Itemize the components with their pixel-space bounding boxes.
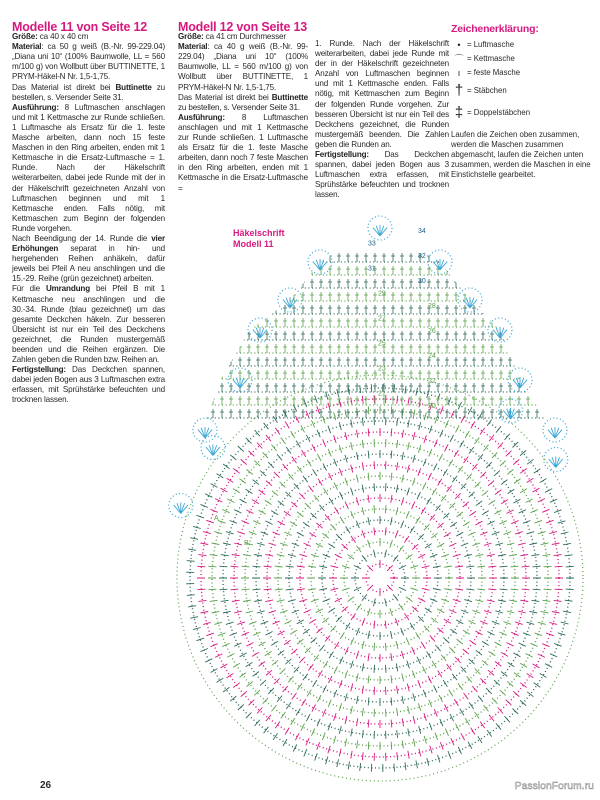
row-stitches — [148, 370, 600, 379]
exec-text: 8 Luftmaschen anschlagen und mit 1 Kettmasche zur Runde schließen. 1 Luftmasche als Ersatz für die 1. feste Masche arbeiten, dann noch 7 feste Maschen in den Ring arbeiten, enden mit 1 Kettmasche in die Ersatz-Luftmasche = — [178, 112, 308, 193]
row-stitches — [148, 383, 600, 392]
double-crochet-icon: † — [454, 82, 464, 99]
legend-item — [451, 102, 596, 124]
fan-stitches — [503, 408, 517, 419]
stitch-marks — [307, 505, 453, 651]
fan-stitches — [198, 427, 212, 438]
legend-label: = Kettmasche — [467, 54, 515, 63]
row-number: 24 — [428, 353, 436, 360]
legend-label: = Luftmasche — [467, 40, 515, 49]
model11-instructions — [12, 22, 165, 406]
border-text: Für die — [12, 284, 46, 294]
row-number: 31 — [368, 265, 376, 273]
row-number: 28 — [428, 303, 436, 310]
fan-stitches — [513, 377, 527, 388]
row-number: 32 — [418, 253, 426, 260]
stitch-marks — [197, 395, 563, 761]
row-number: 33 — [368, 240, 376, 248]
row-stitches — [148, 357, 600, 366]
legend-label: = Doppelstäbchen — [467, 108, 531, 117]
row-stitches — [148, 344, 600, 353]
diagram-body — [148, 253, 600, 772]
row-number: 29 — [378, 290, 386, 298]
stitch-marks — [362, 560, 398, 596]
row-number: 34 — [418, 228, 426, 235]
legend-title: Zeichenerklärung: — [451, 23, 539, 35]
symbol-legend — [451, 24, 596, 188]
row-stitches — [148, 292, 600, 301]
border-label: Umrandung — [45, 284, 91, 294]
fan-stitches — [373, 225, 387, 236]
exec-label: Ausführung: — [178, 112, 225, 122]
size-value: ca 40 x 40 cm — [37, 32, 89, 42]
fan-stitches — [174, 503, 188, 514]
stitch-marks — [351, 550, 409, 607]
size-label: Größe: — [12, 32, 38, 42]
size-label: Größe: — [178, 32, 204, 42]
diagram-label — [233, 228, 285, 250]
single-crochet-icon: ı — [457, 68, 461, 78]
treble-crochet-icon: ‡ — [454, 104, 464, 121]
row-stitches — [148, 305, 600, 314]
incr-label: vier Erhöhungen — [12, 233, 165, 254]
row-number: 20 — [428, 403, 436, 410]
row-stitches — [148, 253, 600, 262]
row-stitches — [148, 331, 600, 340]
order-text: Das Material ist direkt bei — [12, 82, 116, 92]
row-number: B — [244, 540, 249, 547]
watermark: PassionForum.ru — [514, 781, 594, 792]
row-number: 23 — [378, 365, 386, 373]
model12-title: Modell 12 von Seite 13 — [178, 20, 307, 34]
exec-text-cont: 1. Runde. Nach der Häkelschrift weiterarbeiten, dabei jede Runde mit der in der Häkelschrift gezeichneten Anzahl von Luftmaschen beginnen und mit 1 Kettmasche enden. Falls nötig, mit Kettmaschen zum Beginn der folgenden Runde vorgehen. Zur besseren Übersicht ist nur ein Teil des Deckchens gezeichnet, die Runden mustergemäß beenden. Die Zahlen geben die Runden an. — [315, 39, 449, 149]
fan-stitches — [253, 327, 267, 338]
legend-note: Laufen die Zeichen oben zusammen, werden die Maschen zusammen abgemascht, laufen die Zeichen unten zusammen, werden die Maschen in eine Einstichstelle gearbeitet. — [451, 130, 591, 179]
legend-item — [451, 80, 596, 102]
finish-label: Fertigstellung: — [12, 365, 66, 375]
finish-label: Fertigstellung: — [315, 150, 369, 160]
model11-title: Modelle 11 von Seite 12 — [12, 20, 148, 34]
brand: Buttinette — [271, 92, 308, 102]
slip-stitch-icon: ⌒ — [454, 54, 464, 64]
order-text: zu bestellen, s. Versender Seite 31. — [12, 82, 165, 102]
fan-stitches — [313, 259, 327, 270]
incr-text: separat in hin- und hergehenden Reihen anhäkeln, dafür jeweils bei Pfeil A neu anschlingen und die 15.-29. Reihe (grün gezeichnet) arbeiten. — [12, 244, 165, 284]
brand: Buttinette — [115, 82, 152, 92]
stitch-round — [289, 487, 471, 669]
diagram-label-line1: Häkelschrift — [233, 228, 285, 238]
page-number: 26 — [40, 780, 52, 791]
row-number: 25 — [378, 340, 386, 348]
row-stitches — [148, 279, 600, 288]
row-number: 27 — [378, 315, 386, 323]
finish-text: Das Deckchen spannen, dabei jeden Bogen aus 3 Luftmaschen extra erfassen, mit Sprühstärke befeuchten und trocknen lassen. — [315, 150, 449, 200]
exec-label: Ausführung: — [12, 102, 59, 112]
stitch-marks — [274, 472, 486, 684]
legend-item — [451, 38, 596, 52]
material-label: Material — [12, 42, 42, 52]
diagram-label-line2: Modell 11 — [233, 239, 274, 249]
row-number: 22 — [428, 378, 436, 385]
row-stitches — [148, 315, 600, 327]
fan-stitches — [548, 427, 562, 438]
material-text: : ca 40 g weiß (B.-Nr. 99-229.04) „Diana uni 10“ (100% Baumwolle, LL = 560 m/100 g) von Wollbutt über BUTTINETTE, 1 PRYM-Häkel-N Nr. 1,5-1,75. — [178, 42, 308, 92]
fan-stitches — [433, 259, 447, 270]
row-number: 21 — [378, 390, 386, 398]
stitch-marks — [241, 439, 519, 717]
chain-stitch-icon: • — [457, 40, 461, 50]
legend-item — [451, 52, 596, 66]
exec-text: 8 Luftmaschen anschlagen und mit 1 Kettmasche zur Runde schließen. 1 Luftmasche als Ersatz für die 1. feste Masche arbeiten, dann noch 15 feste Maschen in den Ring arbeiten, enden mit 1 Kettmasche in die Ersatz-Luftmasche = 1. Runde. Nach der Häkelschrift weiterarbeiten, dabei jede Runde mit der in der Häkelschrift gezeichneten Anzahl von Luftmaschen beginnen und mit 1 Kettmasche enden. Falls nötig, mit Kettmaschen zum Beginn der folgenden Runde vorgehen. — [12, 102, 165, 233]
stitch-round — [256, 454, 504, 702]
border-text: bei Pfeil B mit 1 Kettmasche neu anschlingen und die 30.-34. Runde (blau gezeichnet) um das gesamte Deckchen häkeln. Zur besseren Übersicht ist nur ein Teil des Deckchens gezeichnet, die Runden mustergemäß beenden und die Reihen ergänzen. Die Zahlen geben die Runden bzw. Reihen an. — [12, 284, 166, 365]
row-number: A — [214, 515, 219, 522]
fan-stitches — [549, 457, 563, 468]
model12-instructions-cont — [315, 39, 449, 201]
fan-stitches — [206, 445, 220, 456]
legend-item — [451, 66, 596, 80]
material-label: Material — [178, 42, 208, 52]
fan-stitches — [493, 327, 507, 338]
stitch-round — [212, 410, 548, 746]
row-number: 30 — [418, 278, 426, 285]
order-text: zu bestellen, s. Versender Seite 31. — [178, 102, 300, 112]
material-text: : ca 50 g weiß (B.-Nr. 99-229.04) „Diana uni 10“ (100% Baumwolle, LL = 560 m/100 g) von Wollbutt über BUTTINETTE, 1 PRYM-Häkel-N Nr. 1,5-1,75. — [12, 42, 165, 82]
fan-stitches — [233, 377, 247, 388]
order-text: Das Material ist direkt bei — [178, 92, 272, 102]
finish-text: Das Deckchen spannen, dabei jeden Bogen aus 3 Luftmaschen extra erfassen, mit Sprühstärke befeuchten und trocknen lassen. — [12, 365, 165, 405]
legend-label: = Stäbchen — [467, 86, 507, 95]
row-number: 26 — [428, 328, 436, 335]
model12-instructions — [178, 22, 308, 194]
size-value: ca 41 cm Durchmesser — [203, 32, 286, 42]
legend-label: = feste Masche — [467, 68, 521, 77]
incr-text: Nach Beendigung der 14. Runde die — [12, 233, 152, 243]
